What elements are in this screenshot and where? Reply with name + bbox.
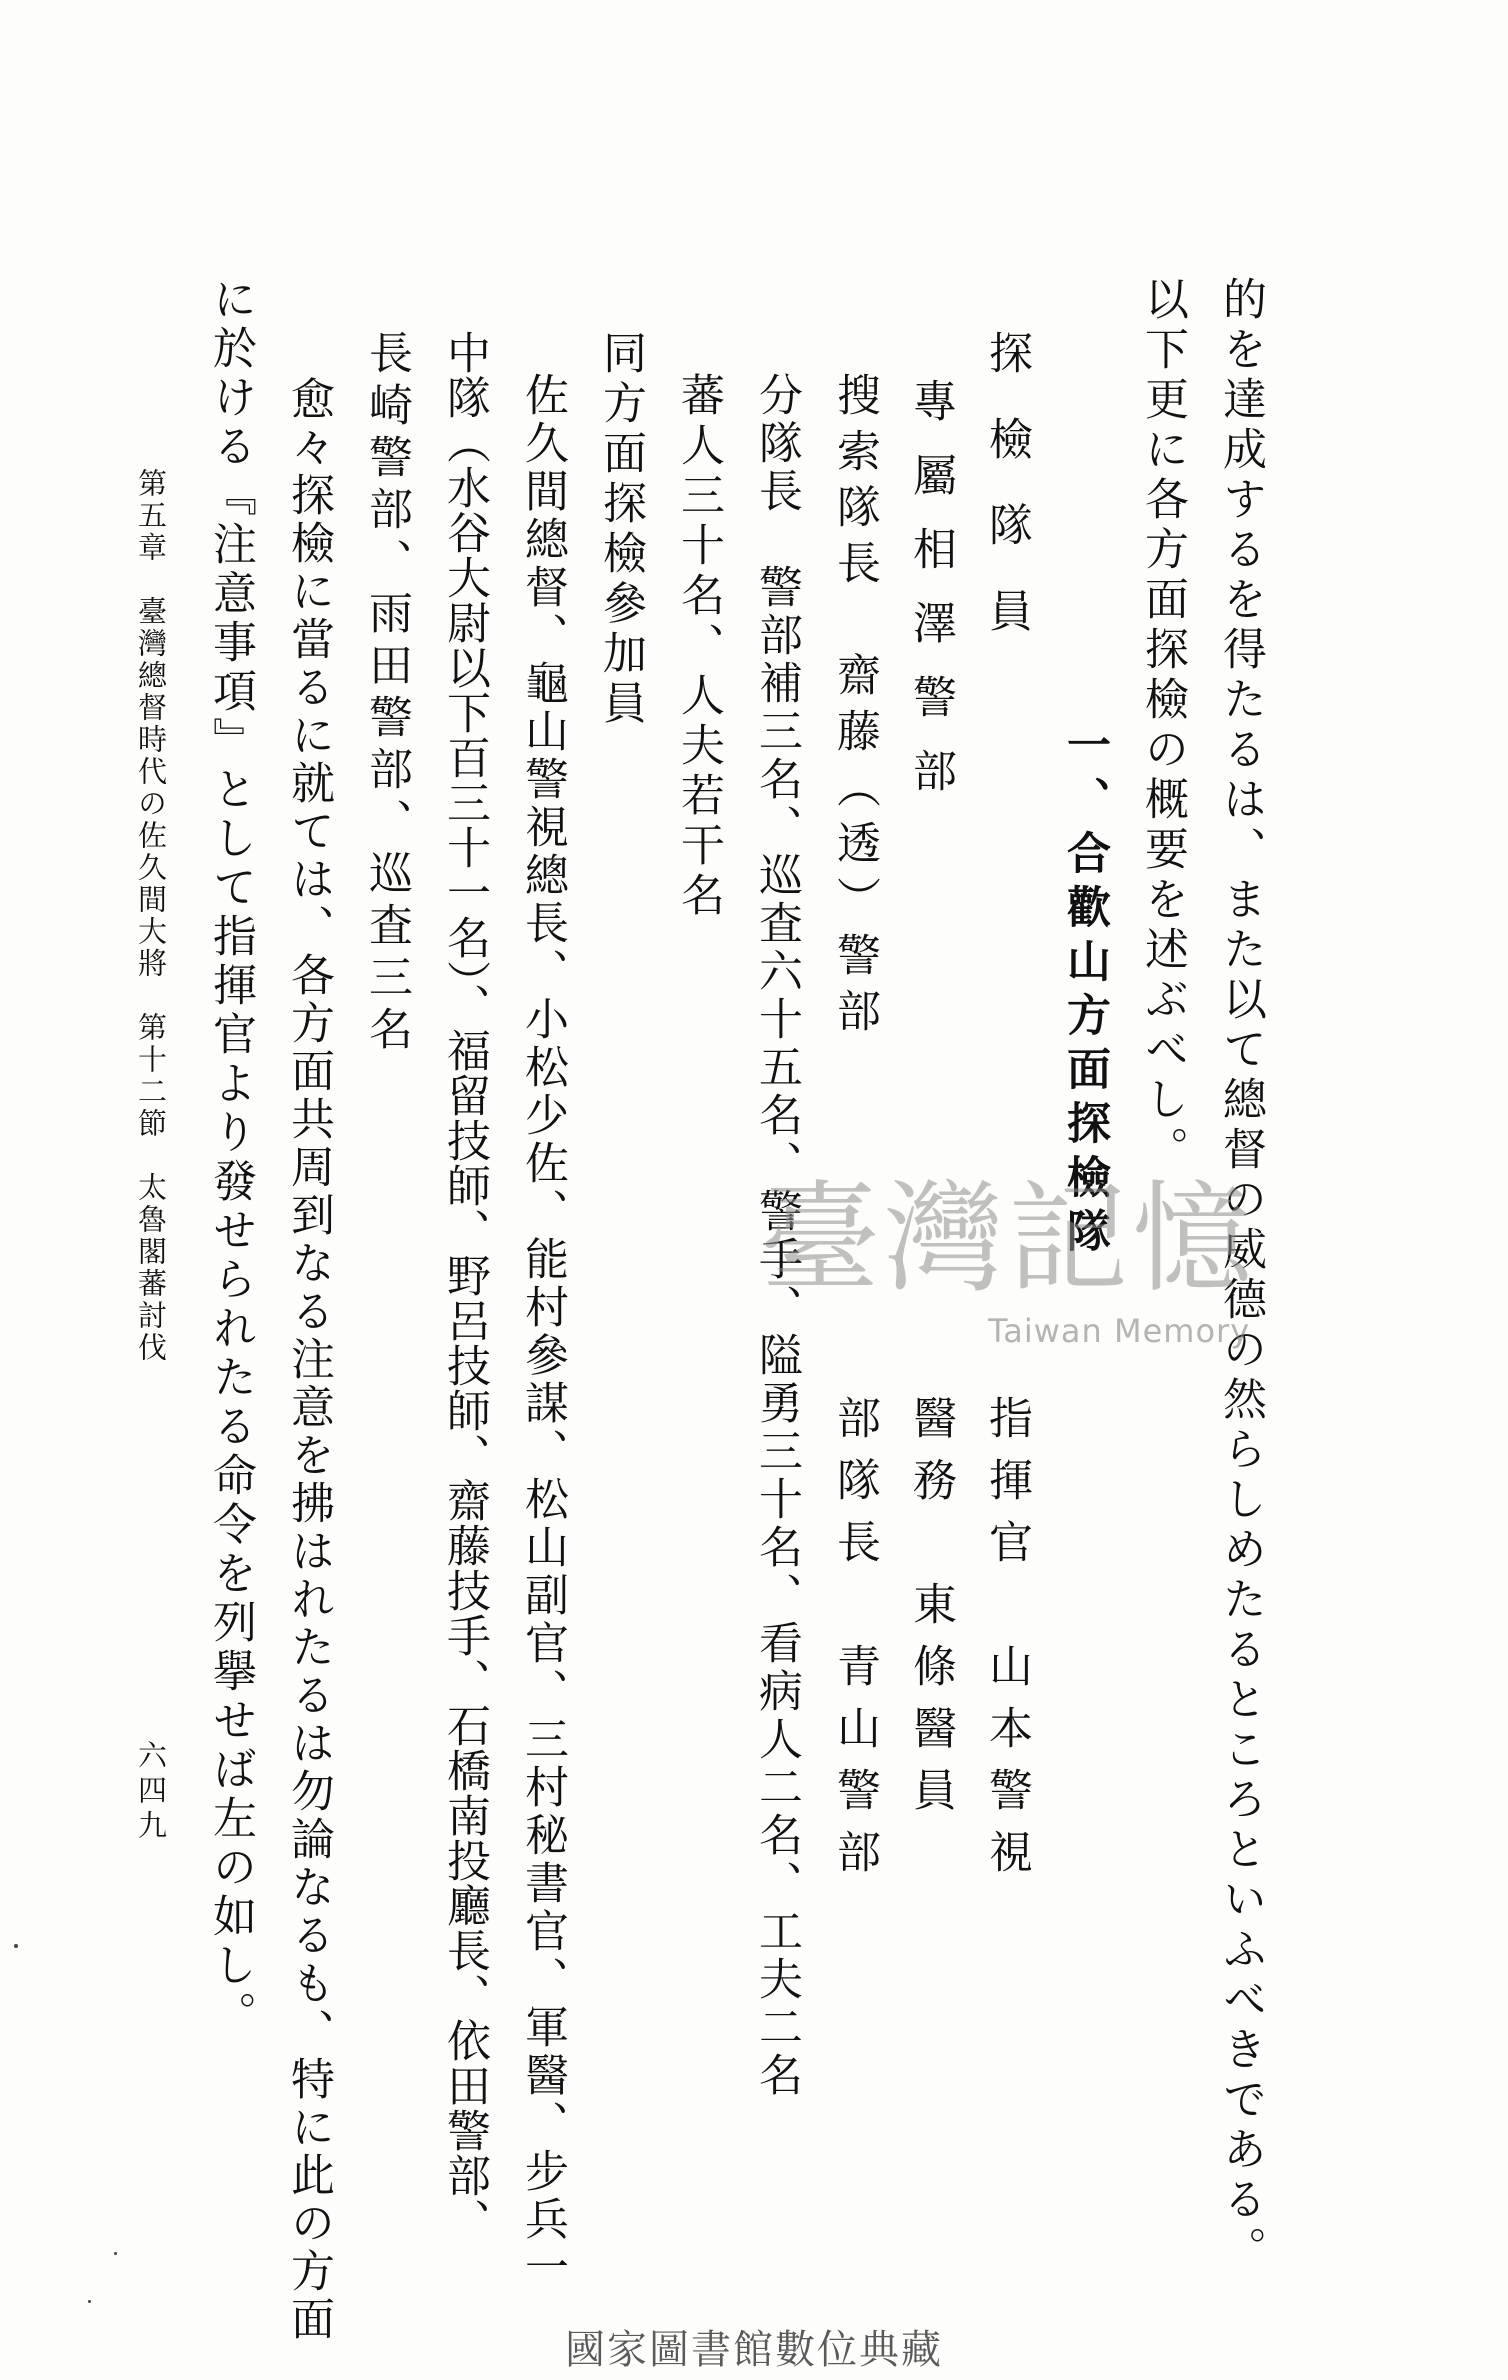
watermark-cjk: 臺灣記憶 [760, 1170, 1256, 1309]
medical-entry-text: 醫務 東條醫員 [905, 1395, 956, 1829]
commander-entry-text: 指揮官 山本警視 [981, 1395, 1032, 1891]
page-number [134, 1740, 168, 1845]
expedition-members-label [981, 330, 1032, 674]
unit-leader-entry-text: 部隊長 青山警部 [829, 1395, 880, 1891]
page-number-text: 六四九 [134, 1740, 168, 1845]
attached-officer-entry-text: 專屬相澤警部 [905, 378, 956, 822]
commander-entry [981, 1395, 1032, 1891]
scan-speck [88, 2300, 91, 2303]
participants-line-2 [439, 330, 490, 2243]
watermark [760, 1170, 1280, 1360]
participants-line-1-text: 佐久間總督、龜山警視總長、小松少佐、能村參謀、松山副官、三村秘書官、軍醫、步兵一 [517, 372, 568, 2292]
participants-label-text: 同方面探檢參加員 [595, 330, 646, 730]
text-column-2-text: 以下更に各方面探檢の概要を述ぶべし。 [1137, 276, 1188, 1176]
squad-leaders-entry-text: 分隊長 警部補三名、巡査六十五名、警手、隘勇三十名、看病人二名、工夫二名 [751, 372, 802, 2100]
scan-speck [114, 2252, 117, 2255]
participants-line-3 [361, 330, 412, 1058]
expedition-members-label-text: 探檢隊員 [981, 330, 1032, 674]
paragraph-line-1-text: 愈々探檢に當るに就ては、各方面共周到なる注意を拂はれたるは勿論なるも、特に此の方面 [283, 376, 334, 2344]
participants-line-3-text: 長崎警部、雨田警部、巡査三名 [361, 330, 412, 1058]
scan-speck [14, 1944, 18, 1948]
unit-leader-entry [829, 1395, 880, 1891]
attached-officer-entry [905, 378, 956, 822]
search-leader-entry [829, 372, 880, 1044]
paragraph-line-1 [283, 376, 334, 2344]
running-head [134, 468, 168, 1364]
section-heading-text: 一、合歡山方面探檢隊 [1059, 722, 1110, 1262]
running-head-text: 第五章 臺灣總督時代の佐久間大將 第十二節 太魯閣蕃討伐 [134, 468, 168, 1364]
text-column-2 [1137, 276, 1188, 1176]
aborigines-entry [673, 372, 724, 922]
paragraph-line-2 [205, 276, 256, 2040]
medical-entry [905, 1395, 956, 1829]
participants-line-1 [517, 372, 568, 2292]
text-column-1-text: 的を達成するを得たるは、また以て總督の威德の然らしめたるところといふべきである。 [1215, 276, 1266, 2276]
participants-label [595, 330, 646, 730]
aborigines-entry-text: 蕃人三十名、人夫若干名 [673, 372, 724, 922]
watermark-latin: Taiwan Memory [988, 1312, 1251, 1350]
participants-line-2-text: 中隊（水谷大尉以下百三十一名）、福留技師、野呂技師、齋藤技手、石橋南投廳長、依田警部、 [439, 330, 490, 2243]
library-name: 國家圖書館數位典藏 [565, 2327, 943, 2373]
search-leader-entry-text: 搜索隊長 齋藤（透）警部 [829, 372, 880, 1044]
paragraph-line-2-text: に於ける『注意事項』として指揮官より發せられたる命令を列擧せば左の如し。 [205, 276, 256, 2040]
